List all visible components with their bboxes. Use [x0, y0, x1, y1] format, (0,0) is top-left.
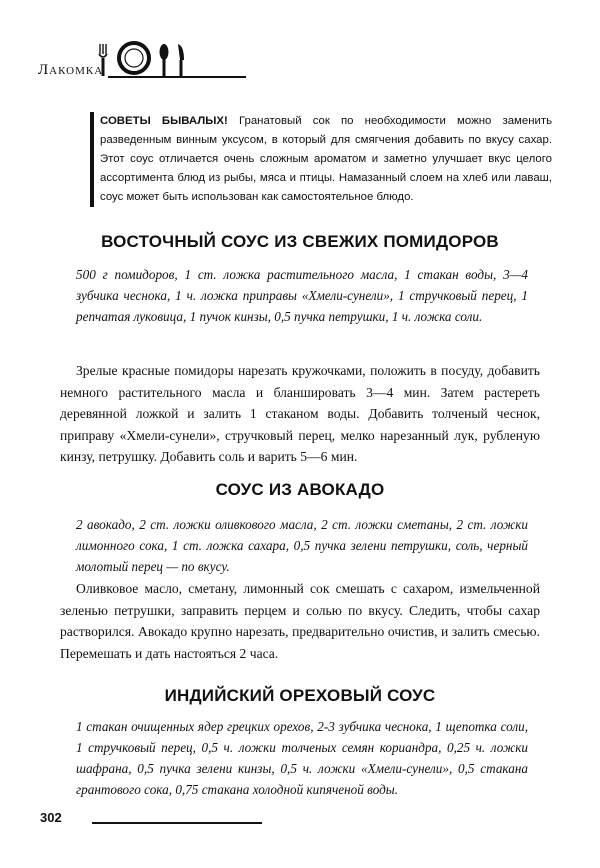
recipe-title-indian-nut-sauce: ИНДИЙСКИЙ ОРЕХОВЫЙ СОУС	[164, 686, 436, 705]
method-tomato-sauce: Зрелые красные помидоры нарезать кружочками, положить в посуду, добавить немного растительного масла и бланшировать 3—4 мин. Затем растереть деревянной ложкой и залить 1 стаканом воды. Добавить толченый чеснок, приправу «Хмели-сунели», стручковый перец, мелко нарезанный лук, рубленую кинзу, петрушку. Добавить соль и варить 5—6 мин.	[60, 363, 540, 464]
method-avocado-sauce: Оливковое масло, сметану, лимонный сок смешать с сахаром, измельченной зеленью петрушки, заправить перцем и солью по вкусу. Следить, чтобы сахар растворился. Авокадо крупно нарезать, предварительно очистив, и залить смесью. Перемешать и дать настояться 2 часа.	[60, 581, 540, 661]
tip-box	[90, 112, 552, 207]
page-footer	[40, 810, 280, 830]
header-rule	[108, 76, 246, 78]
tip-lead: СОВЕТЫ БЫВАЛЫХ!	[100, 115, 228, 127]
footer-rule	[92, 822, 262, 824]
brand-title: Лакомка	[38, 62, 104, 78]
recipe-title-avocado-sauce: СОУС ИЗ АВОКАДО	[215, 480, 385, 499]
tip-text: Гранатовый сок по необходимости можно заменить разведенным винным уксусом, в который для смягчения добавить по вкусу сахар. Этот соус отличается очень сложным ароматом и заметно улучшает вкус целого ассортимента блюд из рыбы, мяса и птицы. Намазанный слоем на хлеб или лаваш, соус может быть использован как самостоятельное блюдо.	[100, 115, 553, 203]
ingredients-tomato-sauce: 500 г помидоров, 1 ст. ложка растительного масла, 1 стакан воды, 3—4 зубчика чеснока, 1 ч. ложка приправы «Хмели-сунели», 1 стручковый перец, 1 репчатая луковица, 1 пучок кинзы, 0,5 пучка петрушки, 1 ч. ложка соли.	[76, 267, 528, 324]
ingredients-avocado-sauce: 2 авокадо, 2 ст. ложки оливкового масла, 2 ст. ложки сметаны, 2 ст. ложки лимонного сока, 1 ст. ложка сахара, 0,5 пучка зелени петрушки, соль, черный молотый перец — по вкусу.	[76, 517, 528, 574]
cutlery-icon	[94, 40, 214, 80]
recipe-title-tomato-sauce: ВОСТОЧНЫЙ СОУС ИЗ СВЕЖИХ ПОМИДОРОВ	[101, 232, 499, 251]
page-number: 302	[40, 810, 62, 825]
ingredients-indian-nut-sauce: 1 стакан очищенных ядер грецких орехов, 2-3 зубчика чеснока, 1 щепотка соли, 1 стручковый перец, 0,5 ч. ложки толченых семян кориандра, 0,25 ч. ложки шафрана, 0,5 пучка зелени кинзы, 0,5 ч. ложки «Хмели-сунели», 0,5 стакана грантового сока, 0,75 стакана холодной кипяченой воды.	[76, 719, 528, 797]
page-header	[38, 40, 278, 84]
